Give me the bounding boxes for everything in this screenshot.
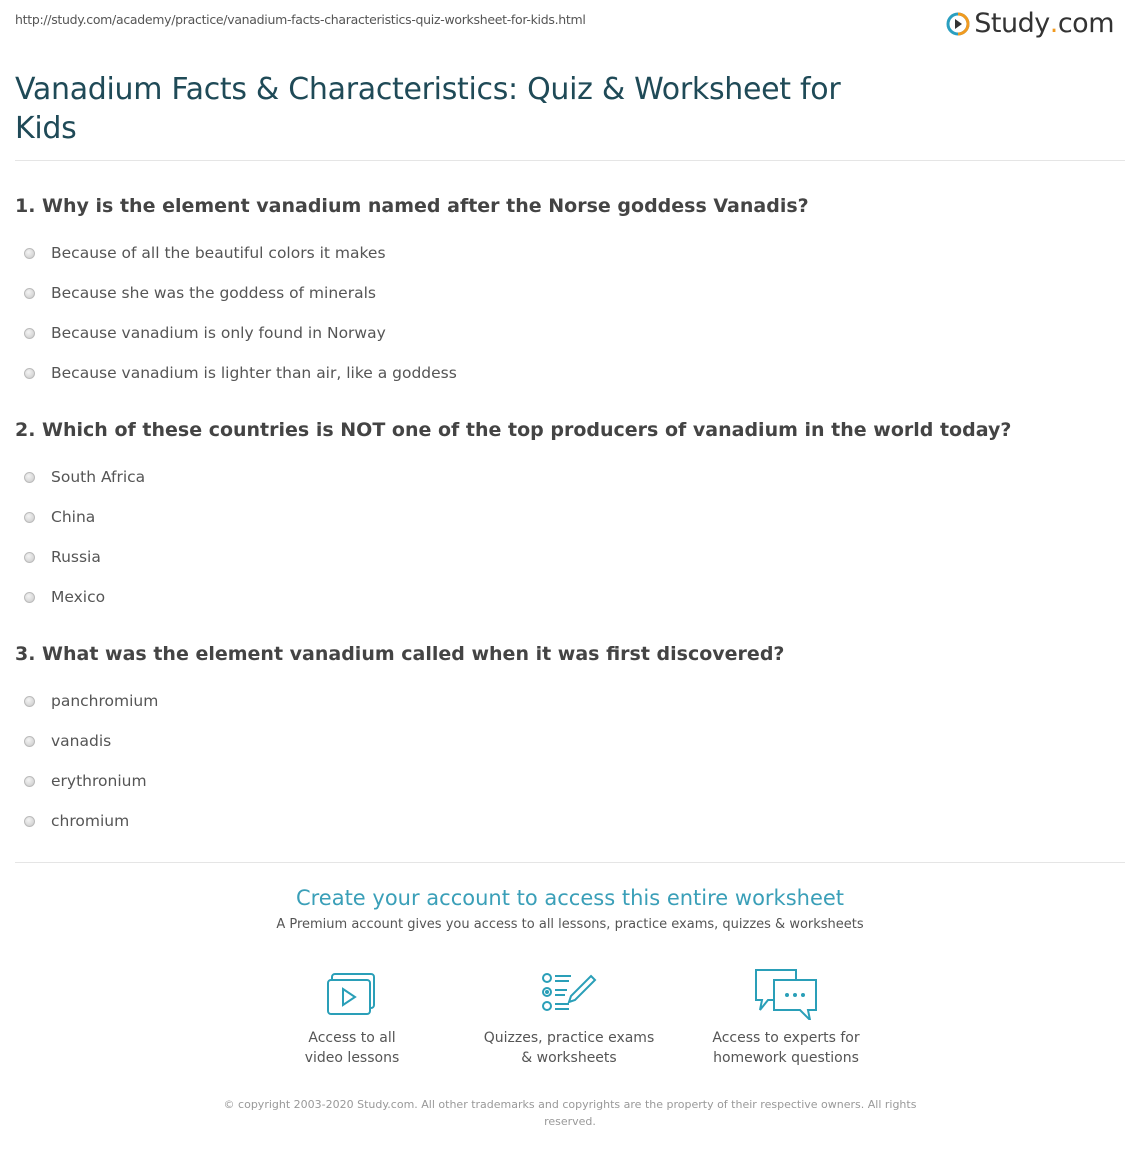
feature-line: Access to experts for	[712, 1030, 860, 1046]
question-2	[15, 417, 1125, 617]
radio-button[interactable]	[24, 592, 35, 603]
answer-option[interactable]	[15, 353, 1125, 393]
option-label: Because vanadium is only found in Norway	[51, 324, 386, 342]
feature-line: homework questions	[713, 1050, 859, 1066]
quiz-icon	[541, 968, 597, 1020]
copyright: © copyright 2003-2020 Study.com. All other trademarks and copyrights are the property of their respective owners. All rights reserved.	[223, 1098, 917, 1128]
answer-option[interactable]	[15, 497, 1125, 537]
option-label: panchromium	[51, 692, 159, 710]
option-label: Because she was the goddess of minerals	[51, 284, 376, 302]
radio-button[interactable]	[24, 816, 35, 827]
option-label: Mexico	[51, 588, 106, 606]
option-label: Because of all the beautiful colors it makes	[51, 244, 386, 262]
logo-name: Study	[974, 8, 1050, 39]
answer-option[interactable]	[15, 721, 1125, 761]
radio-button[interactable]	[24, 552, 35, 563]
logo-suffix: com	[1057, 8, 1114, 39]
feature-video-lessons	[252, 968, 452, 1068]
chat-icon	[754, 968, 818, 1020]
option-label: chromium	[51, 812, 130, 830]
divider	[15, 862, 1125, 863]
video-icon	[326, 968, 378, 1020]
feature-line: video lessons	[304, 1050, 400, 1066]
logo-dot: .	[1049, 8, 1058, 39]
logo-play-icon	[946, 12, 970, 36]
radio-button[interactable]	[24, 248, 35, 259]
radio-button[interactable]	[24, 288, 35, 299]
option-label: Russia	[51, 548, 101, 566]
answer-option[interactable]	[15, 537, 1125, 577]
answer-option[interactable]	[15, 273, 1125, 313]
radio-button[interactable]	[24, 368, 35, 379]
answer-option[interactable]	[15, 801, 1125, 841]
answer-option[interactable]	[15, 577, 1125, 617]
create-account-link[interactable]: Create your account to access this entire worksheet	[295, 886, 845, 910]
radio-button[interactable]	[24, 776, 35, 787]
option-label: China	[51, 508, 96, 526]
radio-button[interactable]	[24, 696, 35, 707]
cta-subtitle: A Premium account gives you access to all lessons, practice exams, quizzes & worksheets	[276, 917, 864, 932]
answer-option[interactable]	[15, 761, 1125, 801]
answer-option[interactable]	[15, 233, 1125, 273]
page-url: http://study.com/academy/practice/vanadium-facts-characteristics-quiz-worksheet-for-kids.html	[15, 12, 586, 27]
question-text: 3. What was the element vanadium called when it was first discovered?	[15, 643, 785, 665]
radio-button[interactable]	[24, 472, 35, 483]
option-label: Because vanadium is lighter than air, like a goddess	[51, 364, 457, 382]
feature-quizzes	[469, 968, 669, 1068]
feature-line: & worksheets	[521, 1050, 617, 1066]
question-1	[15, 193, 1125, 393]
question-text: 1. Why is the element vanadium named after the Norse goddess Vanadis?	[15, 195, 809, 217]
answer-option[interactable]	[15, 313, 1125, 353]
option-label: erythronium	[51, 772, 147, 790]
page-title: Vanadium Facts & Characteristics: Quiz & Worksheet for Kids	[15, 72, 841, 146]
study-logo[interactable]	[946, 8, 1114, 39]
radio-button[interactable]	[24, 736, 35, 747]
option-label: South Africa	[51, 468, 146, 486]
answer-option[interactable]	[15, 457, 1125, 497]
feature-line: Access to all	[308, 1030, 396, 1046]
question-text: 2. Which of these countries is NOT one of the top producers of vanadium in the world today?	[15, 419, 1012, 441]
divider	[15, 160, 1125, 161]
answer-option[interactable]	[15, 681, 1125, 721]
option-label: vanadis	[51, 732, 112, 750]
feature-experts	[686, 968, 886, 1068]
radio-button[interactable]	[24, 328, 35, 339]
question-3	[15, 641, 1125, 841]
feature-line: Quizzes, practice exams	[483, 1030, 655, 1046]
radio-button[interactable]	[24, 512, 35, 523]
